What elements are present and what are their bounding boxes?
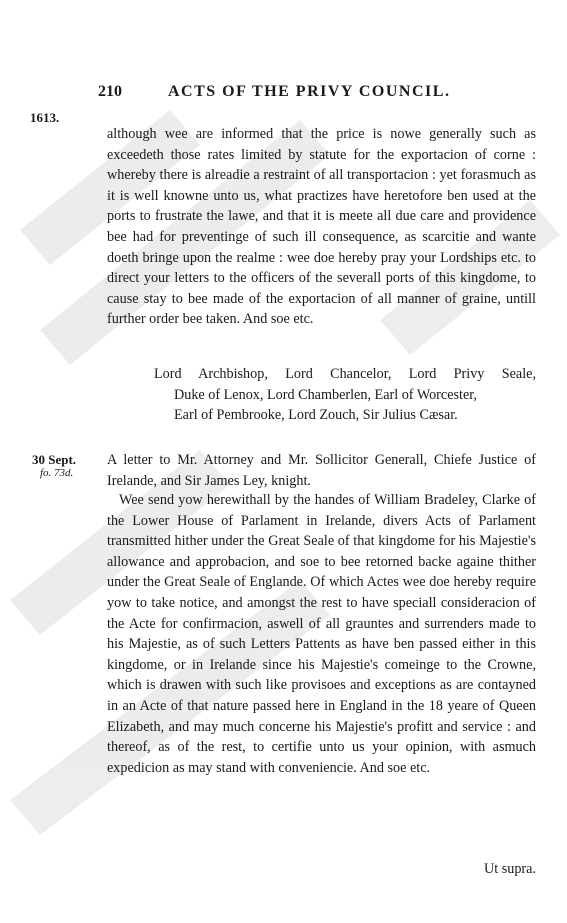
signatories [107, 364, 536, 426]
signatories-line: Duke of Lenox, Lord Chamberlen, Earl of Worcester, [174, 386, 477, 403]
letter-heading-text: A letter to Mr. Attorney and Mr. Sollicitor Generall, Chiefe Justice of Irelande, and Sir James Ley, knight. [107, 452, 536, 489]
running-title: ACTS OF THE PRIVY COUNCIL. [168, 83, 451, 100]
letter-paragraph: Wee send yow herewithall by the handes of William Bradeley, Clarke of the Lower House of Parlament in Irelande, divers Acts of Parlament transmitted hither under the Great Seale of that kingdome for his Majestie's allowance and approbacion, and soe to bee retorned backe againe thither under the Great Seale of Englande. Of which Actes wee doe hereby require yow to take notice, and amongst the rest to have speciall consideracion of the Acte for confirmacion, aswell of all grauntes and surrenders made to his Majestie, as of such Letters Pattents as have ben passed either in this kingdome, or in Irelande since his Majestie's comeinge to the Crowne, which is drawen with such like provisoes and exceptions as are contayned in an Acte of that nature passed here in England in the 18 yeare of Queen Elizabeth, and may much concerne his Majestie's profitt and service : and thereof, as of the rest, to certifie unto us your opinion, with asmuch expedicion as may stand with conveniencie. And soe etc. [107, 492, 536, 776]
closing-note: Ut supra. [483, 861, 536, 877]
signatories-line: Lord Archbishop, Lord Chancelor, Lord Privy Seale, [154, 366, 536, 382]
letter-paragraph: although wee are informed that the price is nowe generally such as exceedeth those rates limited by statute for the exportacion of corne : whereby there is alreadie a restraint of all transportacion : yet forasmuch as it is well knowne unto us, what practizes have heretofore ben used at the ports to frustrate the lawe, and that it is meete all due care and providence bee had for preventinge of such ill consequence, as scarcitie and wante doeth bringe upon the realme : wee doe hereby pray your Lordships etc. to direct your letters to the officers of the severall ports of this kingdome, to cause stay to bee made of the exportacion of all manner of graine, untill further order bee taken. And soe etc. [107, 126, 536, 328]
margin-year: 1613. [30, 110, 60, 125]
letter-body [107, 490, 536, 778]
signatories-line: Earl of Pembrooke, Lord Zouch, Sir Julius Cæsar. [174, 407, 458, 424]
letter-heading [107, 450, 536, 491]
margin-date: 30 Sept. [32, 452, 77, 467]
margin-folio: fo. 73d. [40, 467, 74, 479]
page-number: 210 [98, 83, 122, 100]
letter-body-continued [107, 124, 536, 330]
